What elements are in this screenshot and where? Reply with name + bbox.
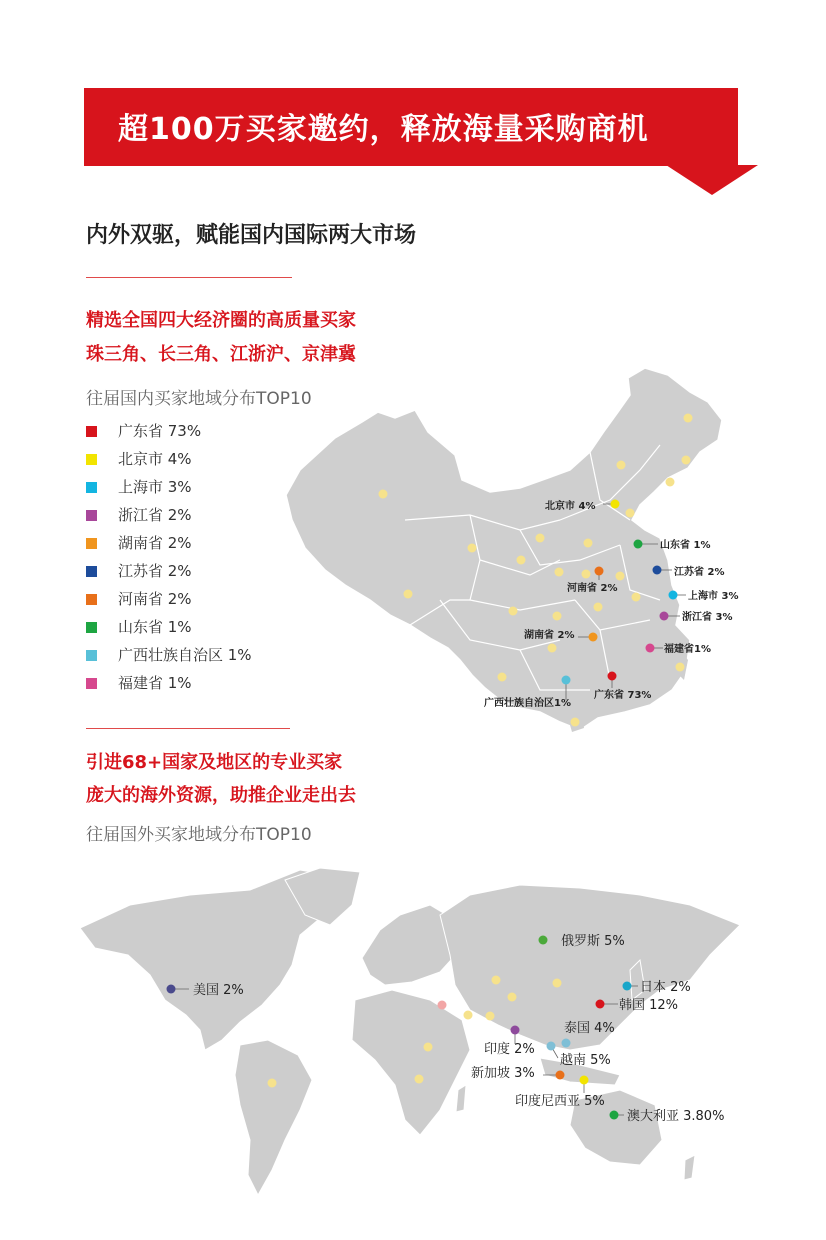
minor-country-dot [464, 1011, 473, 1020]
province-map-label: 广东省 73% [594, 690, 652, 701]
country-map-label: 新加坡 3% [471, 1066, 535, 1081]
legend-label: 山东省 1% [118, 618, 192, 636]
province-map-label: 江苏省 2% [674, 567, 725, 578]
continent-new-zealand [684, 1155, 695, 1180]
domestic-caption: 往届国内买家地域分布TOP10 [86, 389, 312, 409]
province-map-label: 福建省1% [664, 644, 711, 655]
province-map-label: 浙江省 3% [682, 612, 733, 623]
country-map-label: 印度 2% [484, 1042, 535, 1057]
province-map-label: 山东省 1% [660, 540, 711, 551]
legend-label: 浙江省 2% [118, 506, 192, 524]
country-map-label: 日本 2% [640, 980, 691, 995]
minor-country-dot [268, 1079, 277, 1088]
minor-country-dot [492, 976, 501, 985]
province-map-label: 广西壮族自治区1% [484, 698, 571, 709]
province-map-label: 湖南省 2% [524, 630, 575, 641]
country-dot [610, 1111, 619, 1120]
minor-country-dot [438, 1001, 447, 1010]
country-dot [596, 1000, 605, 1009]
country-dot [623, 982, 632, 991]
country-map-label: 澳大利亚 3.80% [627, 1109, 725, 1124]
overseas-heading-2: 庞大的海外资源，助推企业走出去 [86, 785, 356, 806]
minor-country-dot [486, 1012, 495, 1021]
domestic-heading-2: 珠三角、长三角、江浙沪、京津冀 [86, 344, 356, 365]
minor-country-dot [508, 993, 517, 1002]
country-dot [511, 1026, 520, 1035]
country-dot [556, 1071, 565, 1080]
domestic-heading-1: 精选全国四大经济圈的高质量买家 [86, 310, 356, 331]
legend-label: 上海市 3% [118, 478, 192, 496]
legend-label: 广东省 73% [118, 422, 202, 440]
country-map-label: 泰国 4% [564, 1021, 615, 1036]
country-map-label: 越南 5% [560, 1053, 611, 1068]
country-dot [539, 936, 548, 945]
minor-country-dot [424, 1043, 433, 1052]
country-map-label: 印度尼西亚 5% [515, 1094, 605, 1109]
legend-label: 河南省 2% [118, 590, 192, 608]
country-dot [167, 985, 176, 994]
legend-label: 福建省 1% [118, 674, 192, 692]
legend-label: 广西壮族自治区 1% [118, 646, 252, 664]
legend-label: 江苏省 2% [118, 562, 192, 580]
country-dot [580, 1076, 589, 1085]
overseas-caption: 往届国外买家地域分布TOP10 [86, 825, 312, 845]
province-map-label: 上海市 3% [688, 591, 739, 602]
legend-label: 北京市 4% [118, 450, 192, 468]
province-map-label: 河南省 2% [567, 583, 618, 594]
country-map-label: 美国 2% [193, 983, 244, 998]
continent-south-america [235, 1040, 312, 1195]
country-map-label: 韩国 12% [619, 998, 679, 1013]
country-dot [562, 1039, 571, 1048]
overseas-heading-1: 引进68+国家及地区的专业买家 [86, 752, 343, 773]
minor-country-dot [415, 1075, 424, 1084]
country-dot [547, 1042, 556, 1051]
continent-madagascar [456, 1085, 466, 1112]
minor-country-dot [553, 979, 562, 988]
section-subtitle: 内外双驱，赋能国内国际两大市场 [86, 223, 417, 248]
province-map-label: 北京市 4% [545, 501, 596, 512]
banner-title: 超100万买家邀约，释放海量采购商机 [118, 112, 649, 147]
continent-africa [352, 990, 470, 1135]
legend-label: 湖南省 2% [118, 534, 192, 552]
country-map-label: 俄罗斯 5% [561, 934, 625, 949]
